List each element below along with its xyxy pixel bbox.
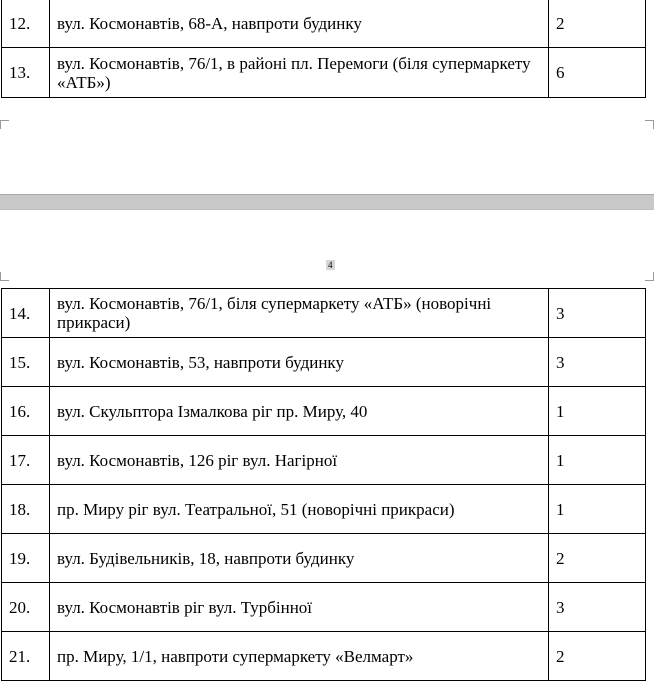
row-quantity: 2 bbox=[549, 632, 646, 681]
row-number: 15. bbox=[2, 338, 50, 387]
row-number: 20. bbox=[2, 583, 50, 632]
row-number: 16. bbox=[2, 387, 50, 436]
row-quantity: 1 bbox=[549, 387, 646, 436]
row-number: 14. bbox=[2, 289, 50, 338]
table-row bbox=[2, 289, 646, 338]
table-row bbox=[2, 338, 646, 387]
text-boundary-corner bbox=[0, 272, 9, 281]
row-quantity: 3 bbox=[549, 289, 646, 338]
row-address: пр. Миру ріг вул. Театральної, 51 (новорічні прикраси) bbox=[50, 485, 549, 534]
row-address: вул. Космонавтів, 68-А, навпроти будинку bbox=[50, 0, 549, 48]
row-address: вул. Космонавтів, 53, навпроти будинку bbox=[50, 338, 549, 387]
table-row bbox=[2, 0, 646, 48]
table-row bbox=[2, 485, 646, 534]
page-number: 4 bbox=[328, 260, 333, 270]
row-number: 21. bbox=[2, 632, 50, 681]
table-row bbox=[2, 387, 646, 436]
row-number: 13. bbox=[2, 48, 50, 98]
row-address: вул. Космонавтів, 76/1, біля супермаркету «АТБ» (новорічні прикраси) bbox=[50, 289, 549, 338]
row-address: вул. Космонавтів ріг вул. Турбінної bbox=[50, 583, 549, 632]
table-row bbox=[2, 583, 646, 632]
table-row bbox=[2, 436, 646, 485]
row-address: пр. Миру, 1/1, навпроти супермаркету «Велмарт» bbox=[50, 632, 549, 681]
row-number: 19. bbox=[2, 534, 50, 583]
row-address: вул. Скульптора Ізмалкова ріг пр. Миру, 40 bbox=[50, 387, 549, 436]
address-table-top bbox=[1, 0, 646, 98]
document-page-top bbox=[0, 0, 654, 194]
row-address: вул. Космонавтів, 76/1, в районі пл. Перемоги (біля супермаркету «АТБ») bbox=[50, 48, 549, 98]
table-row bbox=[2, 534, 646, 583]
row-number: 18. bbox=[2, 485, 50, 534]
document-page-bottom bbox=[0, 210, 654, 677]
row-quantity: 2 bbox=[549, 534, 646, 583]
row-address: вул. Будівельників, 18, навпроти будинку bbox=[50, 534, 549, 583]
row-address: вул. Космонавтів, 126 ріг вул. Нагірної bbox=[50, 436, 549, 485]
row-quantity: 3 bbox=[549, 338, 646, 387]
row-quantity: 3 bbox=[549, 583, 646, 632]
row-quantity: 6 bbox=[549, 48, 646, 98]
text-boundary-corner bbox=[645, 120, 654, 129]
address-table-bottom bbox=[1, 288, 646, 681]
page-separator bbox=[0, 194, 654, 210]
table-row bbox=[2, 48, 646, 98]
table-row bbox=[2, 632, 646, 681]
row-quantity: 1 bbox=[549, 485, 646, 534]
row-quantity: 2 bbox=[549, 0, 646, 48]
row-number: 17. bbox=[2, 436, 50, 485]
row-number: 12. bbox=[2, 0, 50, 48]
row-quantity: 1 bbox=[549, 436, 646, 485]
text-boundary-corner bbox=[645, 272, 654, 281]
text-boundary-corner bbox=[0, 120, 9, 129]
